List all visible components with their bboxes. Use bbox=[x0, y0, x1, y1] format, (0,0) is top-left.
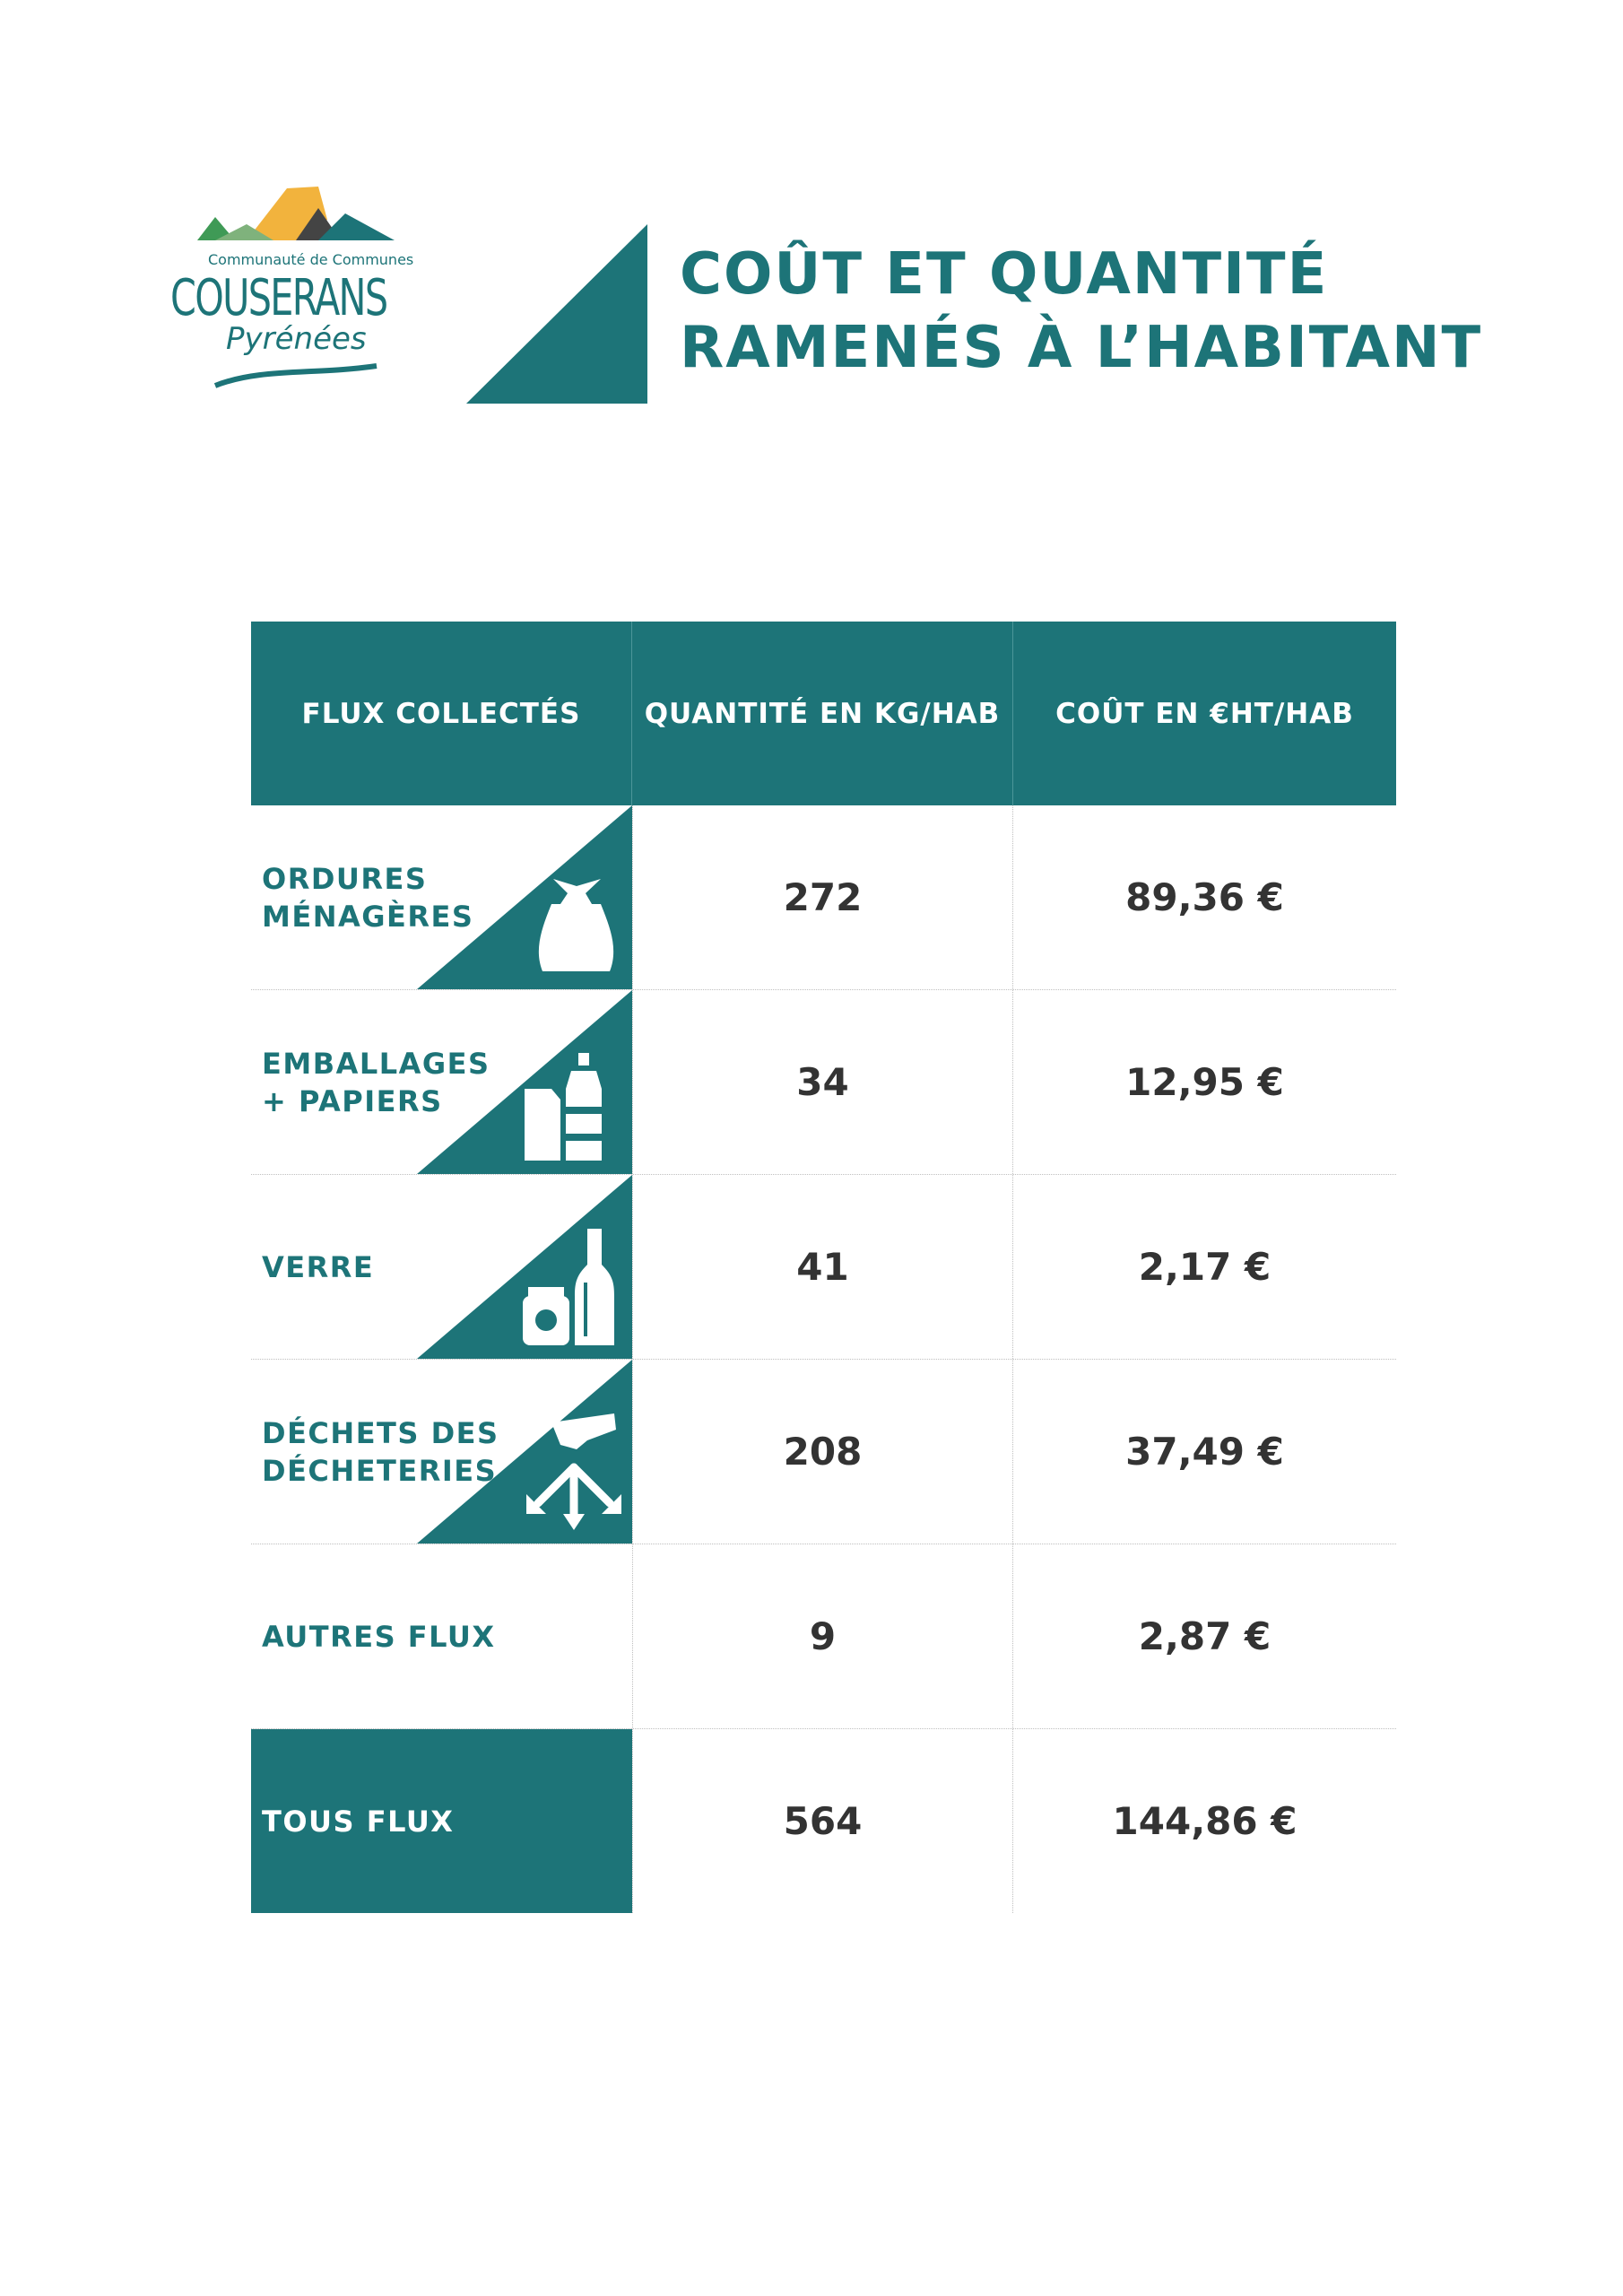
row-label: ORDURES MÉNAGÈRES bbox=[262, 861, 474, 934]
page-title-line1: COÛT ET QUANTITÉ bbox=[680, 241, 1329, 308]
row-label: EMBALLAGES + PAPIERS bbox=[262, 1046, 490, 1118]
row-quantity: 9 bbox=[632, 1544, 1013, 1728]
logo-top-text: Communauté de Communes bbox=[208, 251, 414, 268]
table-row bbox=[251, 805, 1396, 990]
title-triangle-icon bbox=[466, 224, 647, 404]
row-cost: 2,17 € bbox=[1138, 1245, 1271, 1289]
row-quantity: 272 bbox=[632, 805, 1013, 989]
row-label: VERRE bbox=[262, 1249, 375, 1284]
waste-flux-table bbox=[251, 622, 1396, 1913]
header-quantity: QUANTITÉ EN KG/HAB bbox=[632, 622, 1013, 805]
page-title bbox=[680, 238, 1482, 385]
row-cost: 144,86 € bbox=[1112, 1799, 1298, 1843]
header-flux: FLUX COLLECTÉS bbox=[251, 622, 632, 805]
glass-jar-and-bottle-icon bbox=[417, 1175, 632, 1359]
logo-sub-text: Pyrénées bbox=[226, 321, 367, 357]
row-cost: 37,49 € bbox=[1125, 1430, 1284, 1474]
row-label: DÉCHETS DES DÉCHETERIES bbox=[262, 1415, 499, 1488]
table-row bbox=[251, 990, 1396, 1175]
row-cost: 2,87 € bbox=[1138, 1614, 1271, 1658]
table-row bbox=[251, 1175, 1396, 1360]
row-label: TOUS FLUX bbox=[262, 1804, 455, 1839]
row-quantity: 208 bbox=[632, 1360, 1013, 1544]
logo-main-text: COUSERANS bbox=[170, 269, 387, 327]
page-title-line2: RAMENÉS À L’HABITANT bbox=[680, 315, 1483, 381]
row-cost: 89,36 € bbox=[1125, 875, 1284, 919]
row-label: AUTRES FLUX bbox=[262, 1619, 496, 1654]
table-header bbox=[251, 622, 1396, 805]
row-quantity: 41 bbox=[632, 1175, 1013, 1359]
logo-wave-icon bbox=[161, 359, 430, 413]
table-row-total bbox=[251, 1729, 1396, 1913]
couserans-logo bbox=[161, 179, 430, 413]
row-quantity: 34 bbox=[632, 990, 1013, 1174]
header-cost: COÛT EN €HT/HAB bbox=[1055, 697, 1354, 730]
table-row bbox=[251, 1544, 1396, 1729]
table-row bbox=[251, 1360, 1396, 1544]
row-cost: 12,95 € bbox=[1125, 1060, 1284, 1104]
row-quantity: 564 bbox=[632, 1729, 1013, 1913]
